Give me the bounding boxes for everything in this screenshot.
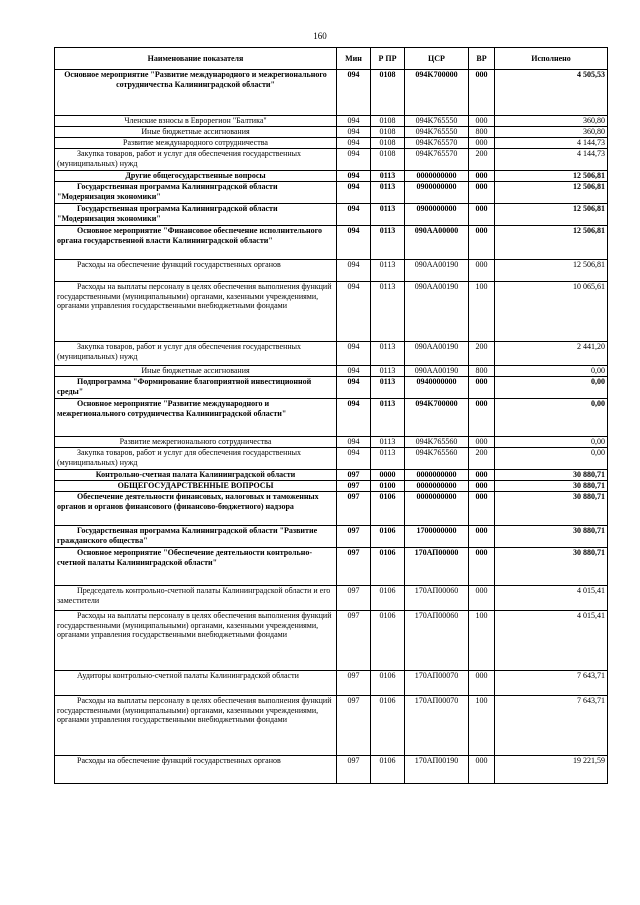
table-row xyxy=(55,260,608,282)
cell-rpr: 0106 xyxy=(371,756,405,784)
table-row xyxy=(55,756,608,784)
cell-vr: 200 xyxy=(469,149,495,171)
cell-rpr: 0106 xyxy=(371,611,405,671)
column-header-min: Мин xyxy=(337,48,371,70)
cell-name xyxy=(55,377,337,399)
cell-csr: 0900000000 xyxy=(405,182,469,204)
cell-name xyxy=(55,481,337,492)
cell-csr: 0900000000 xyxy=(405,204,469,226)
cell-done: 0,00 xyxy=(495,377,608,399)
cell-done: 30 880,71 xyxy=(495,481,608,492)
cell-min: 094 xyxy=(337,399,371,437)
cell-name xyxy=(55,366,337,377)
row-name-text: Закупка товаров, работ и услуг для обеспечения государственных (муниципальных) нужд xyxy=(57,149,302,168)
cell-min: 097 xyxy=(337,492,371,526)
cell-name xyxy=(55,548,337,586)
table-row xyxy=(55,70,608,116)
column-header-rpr: Р ПР xyxy=(371,48,405,70)
cell-csr: 170АП00190 xyxy=(405,756,469,784)
cell-done: 0,00 xyxy=(495,448,608,470)
column-header-name: Наименование показателя xyxy=(55,48,337,70)
cell-rpr: 0106 xyxy=(371,586,405,611)
cell-csr: 170АП00060 xyxy=(405,611,469,671)
cell-rpr: 0106 xyxy=(371,526,405,548)
table-row xyxy=(55,182,608,204)
cell-vr: 000 xyxy=(469,70,495,116)
cell-min: 097 xyxy=(337,548,371,586)
table-row xyxy=(55,448,608,470)
row-name-text: Государственная программа Калининградской области "Модернизация экономики" xyxy=(57,182,278,201)
cell-rpr: 0106 xyxy=(371,492,405,526)
table-row xyxy=(55,377,608,399)
cell-done: 4 144,73 xyxy=(495,138,608,149)
cell-rpr: 0108 xyxy=(371,149,405,171)
cell-min: 094 xyxy=(337,260,371,282)
cell-vr: 000 xyxy=(469,182,495,204)
cell-min: 094 xyxy=(337,149,371,171)
cell-name xyxy=(55,70,337,116)
row-name-text: Расходы на обеспечение функций государственных органов xyxy=(77,756,281,765)
cell-min: 094 xyxy=(337,182,371,204)
cell-csr: 090AA00190 xyxy=(405,366,469,377)
cell-done: 2 441,20 xyxy=(495,342,608,366)
cell-vr: 000 xyxy=(469,671,495,696)
cell-min: 094 xyxy=(337,171,371,182)
cell-csr: 1700000000 xyxy=(405,526,469,548)
cell-min: 094 xyxy=(337,448,371,470)
cell-csr: 170АП00000 xyxy=(405,548,469,586)
cell-name xyxy=(55,437,337,448)
table-row xyxy=(55,671,608,696)
cell-min: 097 xyxy=(337,756,371,784)
row-name-text: ОБЩЕГОСУДАРСТВЕННЫЕ ВОПРОСЫ xyxy=(117,481,274,490)
cell-done: 4 015,41 xyxy=(495,586,608,611)
row-name-text: Обеспечение деятельности финансовых, налоговых и таможенных органов и органов финансового (финансово-бюджетного) надзора xyxy=(57,492,319,511)
table-row xyxy=(55,526,608,548)
cell-csr: 170АП00070 xyxy=(405,671,469,696)
cell-done: 0,00 xyxy=(495,437,608,448)
cell-csr: 094K765560 xyxy=(405,448,469,470)
cell-rpr: 0113 xyxy=(371,399,405,437)
table-row xyxy=(55,586,608,611)
cell-done: 19 221,59 xyxy=(495,756,608,784)
cell-name xyxy=(55,671,337,696)
cell-done: 0,00 xyxy=(495,366,608,377)
cell-rpr: 0113 xyxy=(371,377,405,399)
table-row xyxy=(55,696,608,756)
table-row xyxy=(55,366,608,377)
cell-rpr: 0100 xyxy=(371,481,405,492)
cell-min: 094 xyxy=(337,366,371,377)
cell-done: 360,80 xyxy=(495,116,608,127)
table-row xyxy=(55,127,608,138)
cell-done: 0,00 xyxy=(495,399,608,437)
cell-name xyxy=(55,171,337,182)
cell-csr: 0000000000 xyxy=(405,492,469,526)
cell-rpr: 0113 xyxy=(371,182,405,204)
cell-vr: 000 xyxy=(469,377,495,399)
cell-min: 097 xyxy=(337,470,371,481)
cell-name xyxy=(55,282,337,342)
table-row xyxy=(55,437,608,448)
cell-name xyxy=(55,526,337,548)
cell-min: 094 xyxy=(337,282,371,342)
cell-name xyxy=(55,399,337,437)
cell-csr: 094K700000 xyxy=(405,70,469,116)
cell-vr: 000 xyxy=(469,260,495,282)
cell-min: 097 xyxy=(337,671,371,696)
cell-name xyxy=(55,448,337,470)
cell-vr: 100 xyxy=(469,696,495,756)
cell-vr: 000 xyxy=(469,399,495,437)
row-name-text: Закупка товаров, работ и услуг для обеспечения государственных (муниципальных) нужд xyxy=(57,448,302,467)
cell-name xyxy=(55,204,337,226)
row-name-text: Закупка товаров, работ и услуг для обеспечения государственных (муниципальных) нужд xyxy=(57,342,302,361)
cell-vr: 000 xyxy=(469,226,495,260)
cell-min: 094 xyxy=(337,204,371,226)
row-name-text: Расходы на выплаты персоналу в целях обеспечения выполнения функций государственными (муниципальными) органами, казенными учреждениями, органами управления государственными внебюджетными фондами xyxy=(57,611,332,639)
cell-csr: 094K765570 xyxy=(405,138,469,149)
table-row xyxy=(55,470,608,481)
column-header-done: Исполнено xyxy=(495,48,608,70)
row-name-text: Развитие международного сотрудничества xyxy=(123,138,268,147)
cell-done: 7 643,71 xyxy=(495,671,608,696)
cell-rpr: 0113 xyxy=(371,204,405,226)
cell-name xyxy=(55,226,337,260)
cell-min: 094 xyxy=(337,377,371,399)
cell-done: 30 880,71 xyxy=(495,470,608,481)
cell-vr: 000 xyxy=(469,171,495,182)
cell-csr: 090AA00000 xyxy=(405,226,469,260)
row-name-text: Основное мероприятие "Финансовое обеспечение исполнительного органа государственной власти Калининградской области" xyxy=(57,226,323,245)
row-name-text: Расходы на обеспечение функций государственных органов xyxy=(77,260,281,269)
cell-done: 12 506,81 xyxy=(495,204,608,226)
cell-min: 094 xyxy=(337,127,371,138)
cell-done: 360,80 xyxy=(495,127,608,138)
cell-rpr: 0113 xyxy=(371,226,405,260)
table-row xyxy=(55,116,608,127)
cell-rpr: 0106 xyxy=(371,671,405,696)
row-name-text: Расходы на выплаты персоналу в целях обеспечения выполнения функций государственными (муниципальными) органами, казенными учреждениями, органами управления государственными внебюджетными фондами xyxy=(57,696,332,724)
cell-vr: 100 xyxy=(469,611,495,671)
cell-csr: 090AA00190 xyxy=(405,282,469,342)
row-name-text: Развитие межрегионального сотрудничества xyxy=(119,437,272,446)
cell-min: 094 xyxy=(337,226,371,260)
row-name-text: Государственная программа Калининградской области "Модернизация экономики" xyxy=(57,204,278,223)
cell-vr: 800 xyxy=(469,366,495,377)
row-name-text: Иные бюджетные ассигнования xyxy=(141,127,250,136)
cell-min: 094 xyxy=(337,138,371,149)
cell-vr: 000 xyxy=(469,756,495,784)
table-row xyxy=(55,204,608,226)
cell-vr: 000 xyxy=(469,492,495,526)
cell-rpr: 0108 xyxy=(371,70,405,116)
row-name-text: Основное мероприятие "Развитие международного и межрегионального сотрудничества Калининградской области" xyxy=(64,70,327,89)
cell-vr: 000 xyxy=(469,548,495,586)
cell-done: 12 506,81 xyxy=(495,226,608,260)
cell-rpr: 0000 xyxy=(371,470,405,481)
row-name-text: Иные бюджетные ассигнования xyxy=(141,366,250,375)
row-name-text: Аудиторы контрольно-счетной палаты Калининградской области xyxy=(77,671,299,680)
budget-execution-table xyxy=(54,47,608,784)
page-number: 160 xyxy=(313,31,327,41)
cell-done: 30 880,71 xyxy=(495,548,608,586)
cell-rpr: 0108 xyxy=(371,127,405,138)
cell-vr: 200 xyxy=(469,448,495,470)
cell-rpr: 0106 xyxy=(371,548,405,586)
table-body xyxy=(55,70,608,784)
row-name-text: Основное мероприятие "Развитие международного и межрегионального сотрудничества Калининградской области" xyxy=(57,399,287,418)
cell-rpr: 0113 xyxy=(371,342,405,366)
row-name-text: Председатель контрольно-счетной палаты Калининградской области и его заместители xyxy=(57,586,331,605)
table-row xyxy=(55,282,608,342)
table-row xyxy=(55,492,608,526)
row-name-text: Подпрограмма "Формирование благоприятной инвестиционной среды" xyxy=(57,377,312,396)
cell-vr: 000 xyxy=(469,481,495,492)
cell-name xyxy=(55,342,337,366)
row-name-text: Расходы на выплаты персоналу в целях обеспечения выполнения функций государственными (муниципальными) органами, казенными учреждениями, органами управления государственными внебюджетными фондами xyxy=(57,282,332,310)
cell-name xyxy=(55,116,337,127)
cell-vr: 000 xyxy=(469,116,495,127)
cell-done: 4 015,41 xyxy=(495,611,608,671)
cell-name xyxy=(55,586,337,611)
row-name-text: Членские взносы в Еврорегион "Балтика" xyxy=(124,116,267,125)
cell-rpr: 0108 xyxy=(371,138,405,149)
cell-min: 094 xyxy=(337,70,371,116)
table-row xyxy=(55,138,608,149)
cell-done: 30 880,71 xyxy=(495,526,608,548)
cell-rpr: 0113 xyxy=(371,171,405,182)
table-row xyxy=(55,149,608,171)
cell-done: 12 506,81 xyxy=(495,182,608,204)
cell-name xyxy=(55,138,337,149)
cell-name xyxy=(55,611,337,671)
cell-name xyxy=(55,470,337,481)
cell-csr: 0940000000 xyxy=(405,377,469,399)
table-row xyxy=(55,342,608,366)
cell-csr: 094K765550 xyxy=(405,127,469,138)
cell-csr: 090AA00190 xyxy=(405,260,469,282)
cell-csr: 0000000000 xyxy=(405,470,469,481)
table-row xyxy=(55,399,608,437)
cell-vr: 000 xyxy=(469,586,495,611)
cell-name xyxy=(55,149,337,171)
row-name-text: Контрольно-счетная палата Калининградской области xyxy=(95,470,296,479)
cell-min: 097 xyxy=(337,526,371,548)
cell-csr: 094K765570 xyxy=(405,149,469,171)
cell-name xyxy=(55,756,337,784)
cell-rpr: 0113 xyxy=(371,437,405,448)
cell-min: 094 xyxy=(337,342,371,366)
cell-rpr: 0113 xyxy=(371,366,405,377)
cell-name xyxy=(55,127,337,138)
table-row xyxy=(55,548,608,586)
cell-vr: 800 xyxy=(469,127,495,138)
cell-vr: 000 xyxy=(469,138,495,149)
cell-csr: 170АП00060 xyxy=(405,586,469,611)
cell-vr: 000 xyxy=(469,470,495,481)
cell-csr: 094K700000 xyxy=(405,399,469,437)
cell-csr: 094K765550 xyxy=(405,116,469,127)
cell-rpr: 0113 xyxy=(371,260,405,282)
cell-done: 4 144,73 xyxy=(495,149,608,171)
column-header-csr: ЦСР xyxy=(405,48,469,70)
table-row xyxy=(55,481,608,492)
cell-rpr: 0113 xyxy=(371,282,405,342)
cell-vr: 200 xyxy=(469,342,495,366)
cell-rpr: 0113 xyxy=(371,448,405,470)
cell-min: 097 xyxy=(337,586,371,611)
cell-csr: 0000000000 xyxy=(405,481,469,492)
cell-min: 097 xyxy=(337,611,371,671)
cell-vr: 100 xyxy=(469,282,495,342)
cell-done: 10 065,61 xyxy=(495,282,608,342)
row-name-text: Другие общегосударственные вопросы xyxy=(125,171,266,180)
cell-csr: 094K765560 xyxy=(405,437,469,448)
cell-csr: 170АП00070 xyxy=(405,696,469,756)
cell-rpr: 0108 xyxy=(371,116,405,127)
cell-done: 12 506,81 xyxy=(495,171,608,182)
cell-done: 12 506,81 xyxy=(495,260,608,282)
cell-csr: 090AA00190 xyxy=(405,342,469,366)
cell-min: 097 xyxy=(337,696,371,756)
row-name-text: Государственная программа Калининградской области "Развитие гражданского общества" xyxy=(57,526,318,545)
cell-vr: 000 xyxy=(469,437,495,448)
table-row xyxy=(55,611,608,671)
table-row xyxy=(55,171,608,182)
cell-name xyxy=(55,492,337,526)
table-row xyxy=(55,226,608,260)
cell-name xyxy=(55,260,337,282)
cell-min: 094 xyxy=(337,116,371,127)
table-header-row xyxy=(55,48,608,70)
cell-done: 4 505,53 xyxy=(495,70,608,116)
cell-min: 094 xyxy=(337,437,371,448)
cell-name xyxy=(55,696,337,756)
cell-name xyxy=(55,182,337,204)
cell-rpr: 0106 xyxy=(371,696,405,756)
cell-csr: 0000000000 xyxy=(405,171,469,182)
column-header-vr: ВР xyxy=(469,48,495,70)
cell-done: 7 643,71 xyxy=(495,696,608,756)
cell-vr: 000 xyxy=(469,526,495,548)
row-name-text: Основное мероприятие "Обеспечение деятельности контрольно-счетной палаты Калининградской области" xyxy=(57,548,313,567)
cell-vr: 000 xyxy=(469,204,495,226)
cell-min: 097 xyxy=(337,481,371,492)
cell-done: 30 880,71 xyxy=(495,492,608,526)
